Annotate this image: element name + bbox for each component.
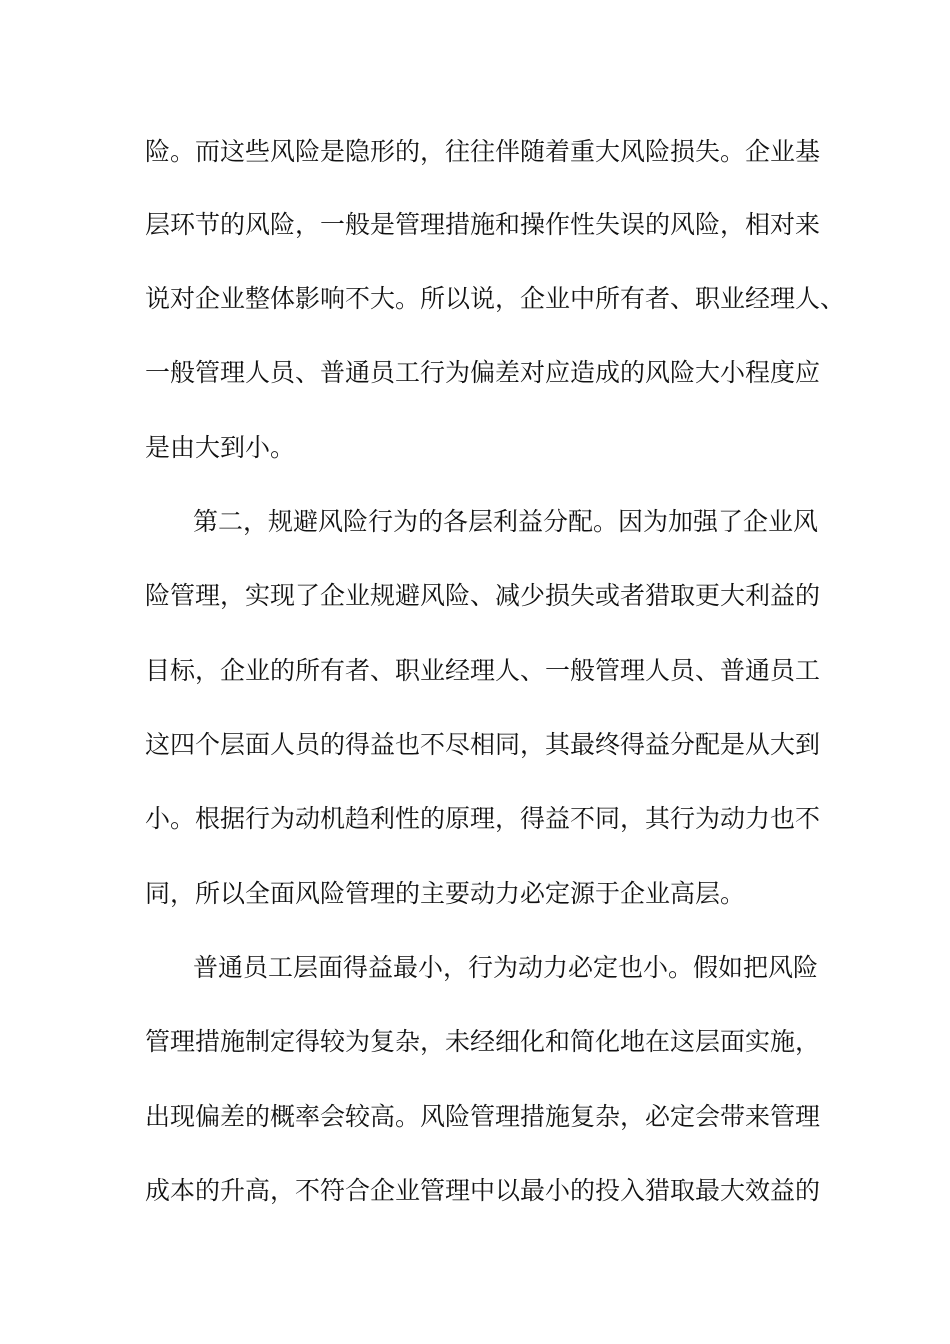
text-line: 一般管理人员、普通员工行为偏差对应造成的风险大小程度应 [145,358,821,387]
text-line: 说对企业整体影响不大。所以说，企业中所有者、职业经理人、 [145,284,846,313]
text-line: 出现偏差的概率会较高。风险管理措施复杂，必定会带来管理 [145,1102,821,1131]
paragraph-start-line: 普通员工层面得益最小，行为动力必定也小。假如把风险 [193,953,819,982]
text-line: 险管理，实现了企业规避风险、减少损失或者猎取更大利益的 [145,581,821,610]
text-line: 层环节的风险，一般是管理措施和操作性失误的风险，相对来 [145,210,821,239]
text-line: 成本的升高，不符合企业管理中以最小的投入猎取最大效益的 [145,1176,821,1205]
text-line: 同，所以全面风险管理的主要动力必定源于企业高层。 [145,879,746,908]
text-line: 管理措施制定得较为复杂，未经细化和简化地在这层面实施， [145,1027,821,1056]
text-line: 是由大到小。 [145,433,296,462]
paragraph-start-line: 第二，规避风险行为的各层利益分配。因为加强了企业风 [193,507,819,536]
text-line: 小。根据行为动机趋利性的原理，得益不同，其行为动力也不 [145,804,821,833]
text-line: 这四个层面人员的得益也不尽相同，其最终得益分配是从大到 [145,730,821,759]
text-line: 险。而这些风险是隐形的，往往伴随着重大风险损失。企业基 [145,137,821,166]
text-line: 目标，企业的所有者、职业经理人、一般管理人员、普通员工 [145,656,821,685]
